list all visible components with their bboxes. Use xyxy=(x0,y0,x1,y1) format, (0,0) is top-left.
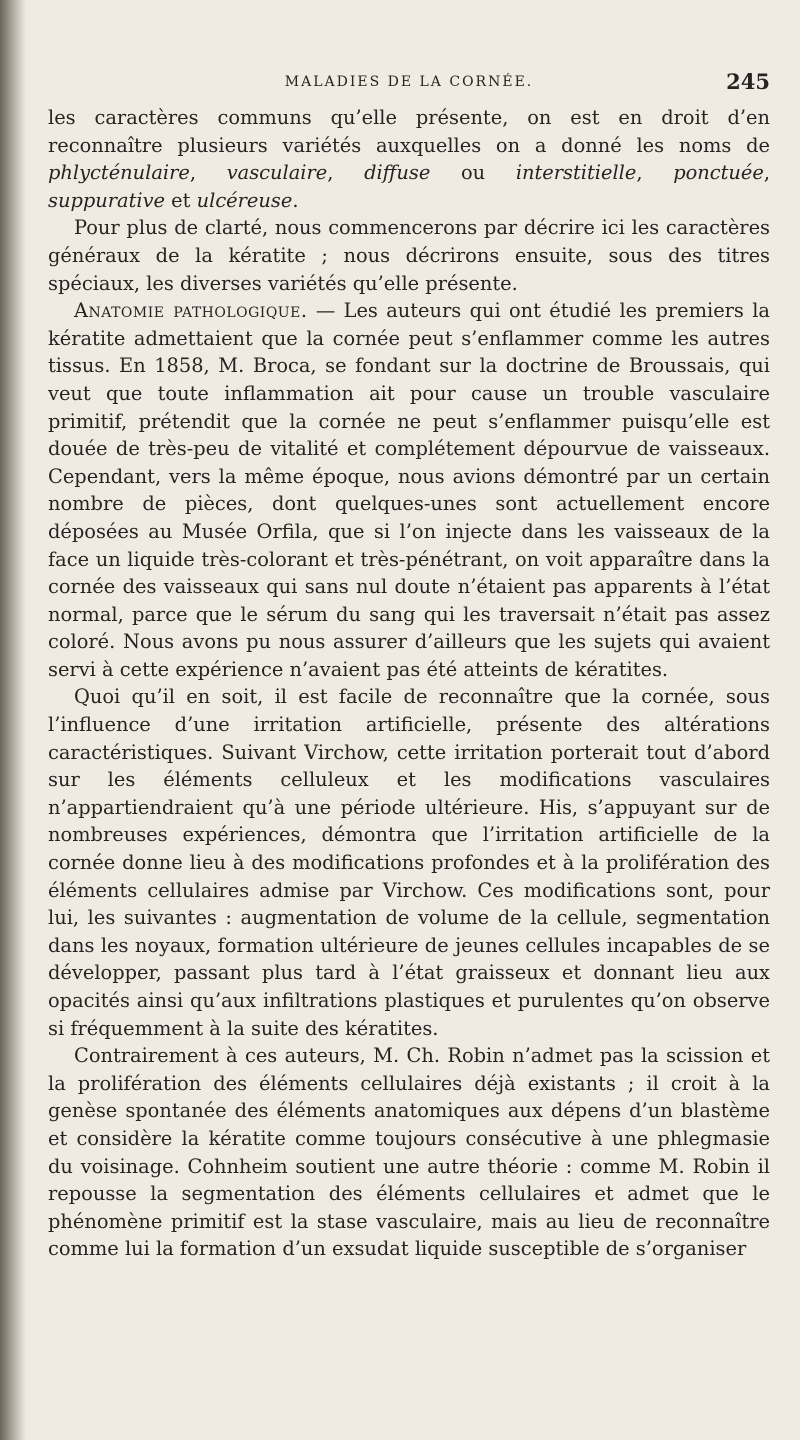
running-title: MALADIES DE LA CORNÉE. xyxy=(284,74,534,90)
p1-text-2: , xyxy=(189,161,227,185)
p1-term-interstitielle: interstitielle xyxy=(515,161,637,185)
book-page xyxy=(48,66,770,1263)
p1-term-ulcereuse: ulcéreuse xyxy=(196,188,293,212)
paragraph-4: Quoi qu’il en soit, il est facile de reconnaître que la cornée, sous l’influence d’une irritation artificielle, présente des altérations caractéristiques. Suivant Virchow, cette irritation porterait tout d’abord sur les éléments celluleux et les modifications vasculaires n’appartiendraient qu’à une période ultérieure. His, s’appuyant sur de nombreuses expériences, démontra que l’irritation artificielle de la cornée donne lieu à des modifications profondes et à la prolifération des éléments cellulaires admise par Virchow. Ces modifications sont, pour lui, les suivantes : augmentation de volume de la cellule, segmentation dans les noyaux, formation ultérieure de jeunes cellules incapables de se développer, passant plus tard à l’état graisseux et donnant lieu aux opacités ainsi qu’aux infiltrations plastiques et purulentes qu’on observe si fréquemment à la suite des kératites. xyxy=(48,685,770,1040)
p1-term-suppurative: suppurative xyxy=(48,188,166,212)
p1-text-4: ou xyxy=(430,161,516,185)
p3-text: — Les auteurs qui ont étudié les premiers la kératite admettaient que la cornée peut s’enflammer comme les autres tissus. En 1858, M. Broca, se fondant sur la doctrine de Broussais, qui veut que toute inflammation ait pour cause un trouble vasculaire primitif, prétendit que la cornée ne peut s’enflammer puisqu’elle est douée de très-peu de vitalité et complétement dépourvue de vaisseaux. Cependant, vers la même époque, nous avions démontré par un certain nombre de pièces, dont quelques-unes sont actuellement encore déposées au Musée Orfila, que si l’on injecte dans les vaisseaux de la face un liquide très-colorant et très-pénétrant, on voit apparaître dans la cornée des vaisseaux qui sans nul doute n’étaient pas apparents à l’état normal, parce que le sérum du sang qui les traversait n’était pas assez coloré. Nous avons pu nous assurer d’ailleurs que les sujets qui avaient servi à cette expérience n’avaient pas été atteints de kératites. xyxy=(48,299,770,681)
paragraph-3 xyxy=(48,297,770,683)
p1-text-1: les caractères communs qu’elle présente, on est en droit d’en reconnaître plusieurs variétés auxquelles on a donné les noms de xyxy=(48,106,770,157)
p1-term-vasculaire: vasculaire xyxy=(226,161,328,185)
p1-term-ponctuee: ponctuée xyxy=(673,161,764,185)
page-header xyxy=(48,66,770,96)
p1-term-phlyctenulaire: phlycténulaire xyxy=(48,161,190,185)
p1-text-6: , xyxy=(763,161,771,185)
p1-text-8: . xyxy=(292,188,299,212)
paragraph-1 xyxy=(48,104,770,214)
section-heading-anatomie: Anatomie pathologique. xyxy=(74,299,308,323)
p1-text-3: , xyxy=(327,161,365,185)
page-body xyxy=(48,104,770,1263)
paragraph-2: Pour plus de clarté, nous commencerons par décrire ici les caractères généraux de la kératite ; nous décrirons ensuite, sous des titres spéciaux, les diverses variétés qu’elle présente. xyxy=(48,216,770,295)
paragraph-5: Contrairement à ces auteurs, M. Ch. Robin n’admet pas la scission et la prolifération des éléments cellulaires déjà existants ; il croit à la genèse spontanée des éléments anatomiques aux dépens d’un blastème et considère la kératite comme toujours consécutive à une phlegmasie du voisinage. Cohnheim soutient une autre théorie : comme M. Robin il repousse la segmentation des éléments cellulaires et admet que le phénomène primitif est la stase vasculaire, mais au lieu de reconnaître comme lui la formation d’un exsudat liquide susceptible de s’organiser xyxy=(48,1044,770,1261)
binding-shadow xyxy=(0,0,26,1440)
page-number: 245 xyxy=(726,69,770,94)
p1-term-diffuse: diffuse xyxy=(364,161,431,185)
p1-text-5: , xyxy=(636,161,674,185)
p1-text-7: et xyxy=(165,188,197,212)
